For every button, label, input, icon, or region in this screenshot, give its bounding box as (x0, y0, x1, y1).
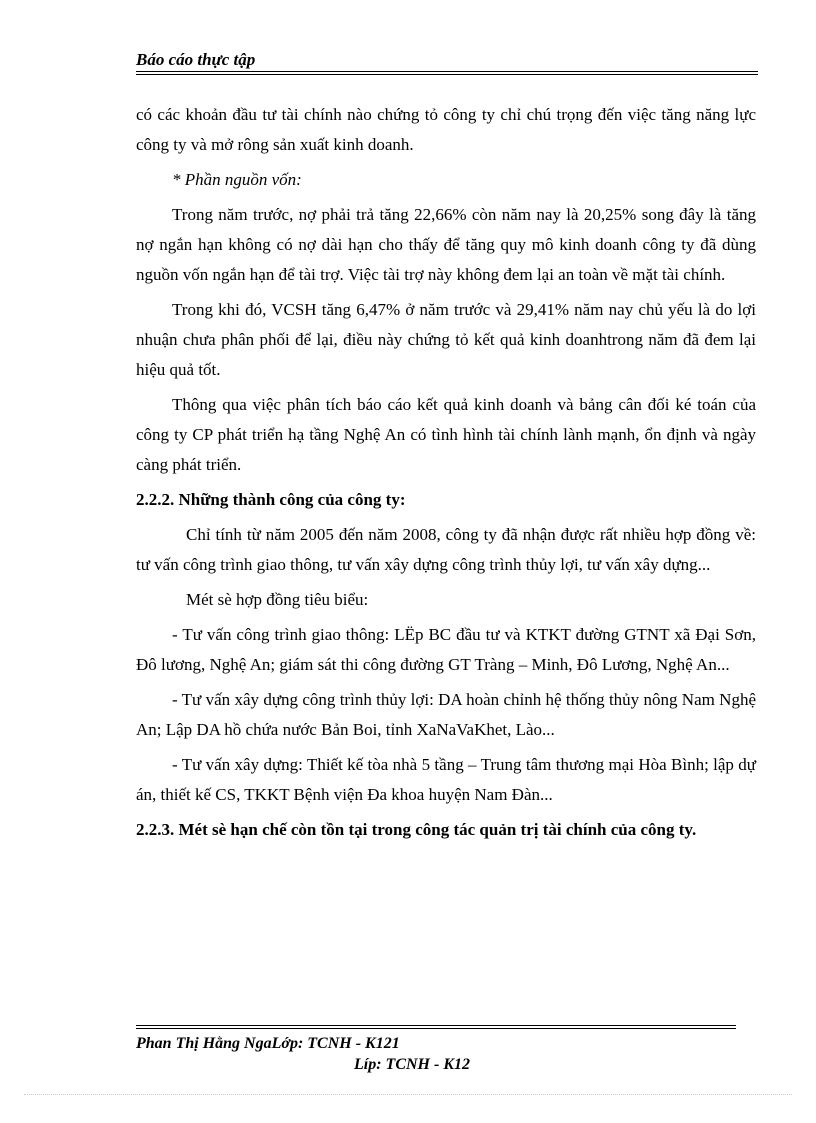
list-item: - Tư vấn xây dựng công trình thủy lợi: DA hoàn chỉnh hệ thống thủy nông Nam Nghệ An; Lập DA hồ chứa nước Bản Boi, tỉnh XaNaVaKhet, Lào... (136, 690, 756, 739)
section-heading: 2.2.2. Những thành công của công ty: (136, 490, 406, 509)
document-body (136, 100, 756, 845)
footer-class: Líp: TCNH - K12 (354, 1056, 470, 1073)
page-edge-divider (24, 1094, 792, 1095)
header-rule (136, 74, 758, 75)
list-item: - Tư vấn xây dựng: Thiết kế tòa nhà 5 tầng – Trung tâm thương mại Hòa Bình; lập dự án, thiết kế CS, TKKT Bệnh viện Đa khoa huyện Nam Đàn... (136, 755, 756, 804)
section-label: * Phần nguồn vốn: (172, 170, 302, 189)
paragraph: Mét sè hợp đồng tiêu biểu: (186, 590, 369, 609)
footer-author: Phan Thị Hằng NgaLớp: TCNH - K121 (136, 1035, 400, 1052)
page-header-title: Báo cáo thực tập (136, 50, 256, 69)
list-item: - Tư vấn công trình giao thông: LËp BC đầu tư và KTKT đường GTNT xã Đại Sơn, Đô lương, Nghệ An; giám sát thi công đường GT Tràng – Minh, Đô Lương, Nghệ An... (136, 625, 756, 674)
paragraph: Thông qua việc phân tích báo cáo kết quả kinh doanh và bảng cân đối ké toán của công ty CP phát triển hạ tầng Nghệ An có tình hình tài chính lành mạnh, ổn định và ngày càng phát triển. (136, 395, 756, 474)
paragraph: Trong năm trước, nợ phải trả tăng 22,66% còn năm nay là 20,25% song đây là tăng nợ ngắn hạn không có nợ dài hạn cho thấy để tăng quy mô kinh doanh công ty đã dùng nguồn vốn ngắn hạn để tài trợ. Việc tài trợ này không đem lại an toàn về mặt tài chính. (136, 205, 756, 284)
section-heading: 2.2.3. Mét sè hạn chế còn tồn tại trong công tác quản trị tài chính của công ty. (136, 820, 697, 839)
footer-rule (136, 1028, 736, 1029)
paragraph: có các khoản đầu tư tài chính nào chứng tỏ công ty chỉ chú trọng đến việc tăng năng lực công ty và mở rông sản xuất kinh doanh. (136, 105, 756, 154)
paragraph: Chỉ tính từ năm 2005 đến năm 2008, công ty đã nhận được rất nhiều hợp đồng về: tư vấn công trình giao thông, tư vấn xây dựng công trình thủy lợi, tư vấn xây dựng... (136, 525, 756, 574)
paragraph: Trong khi đó, VCSH tăng 6,47% ở năm trước và 29,41% năm nay chủ yếu là do lợi nhuận chưa phân phối để lại, điều này chứng tỏ kết quả kinh doanhtrong năm đã đem lại hiệu quả tốt. (136, 300, 756, 379)
header-rule (136, 71, 758, 72)
footer-rule (136, 1025, 736, 1026)
